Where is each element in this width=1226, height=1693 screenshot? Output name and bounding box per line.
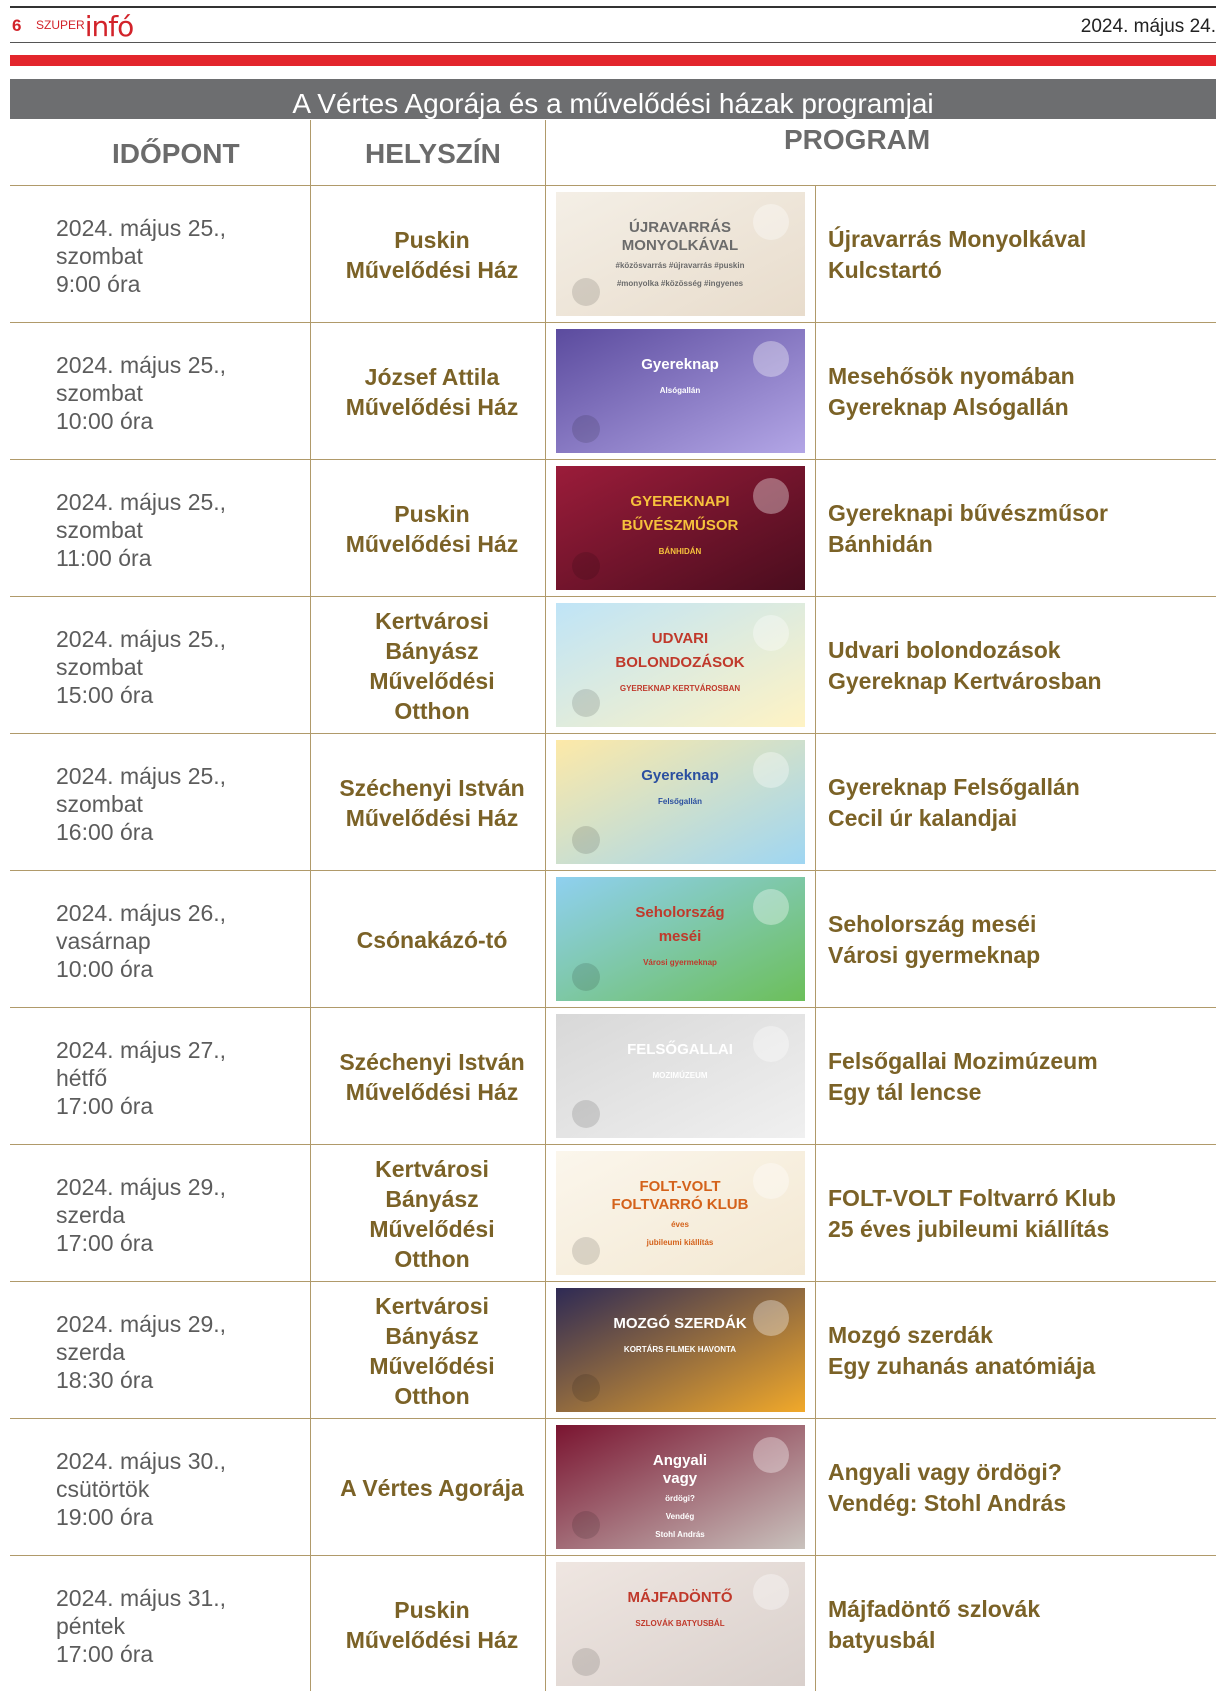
- event-program: [828, 734, 1080, 871]
- venue-line: József Attila: [364, 363, 500, 390]
- event-time: [56, 1447, 226, 1531]
- poster-text: Városi gyermeknap: [643, 958, 717, 967]
- castle-poster-image: [556, 877, 805, 1001]
- event-program: [828, 871, 1040, 1008]
- event-day: szombat: [56, 243, 143, 269]
- event-program: [828, 1556, 1040, 1693]
- venue-line: Művelődési Ház: [345, 530, 519, 557]
- program-line: Egy zuhanás anatómiája: [828, 1352, 1096, 1379]
- film-strip-image: [556, 1014, 805, 1138]
- event-program: [828, 186, 1086, 323]
- issue-date: 2024. május 24.: [1080, 16, 1216, 37]
- poster-graphic: [556, 466, 805, 590]
- event-time: [56, 1310, 226, 1394]
- event-date: 2024. május 25.,: [56, 215, 227, 241]
- poster-text: #monyolka #közösség #ingyenes: [616, 279, 744, 288]
- event-time: [56, 1173, 226, 1257]
- program-line: Májfadöntő szlovák: [828, 1595, 1041, 1622]
- poster-text: Gyereknap: [641, 356, 719, 373]
- event-time: [56, 488, 226, 572]
- event-day: vasárnap: [56, 928, 151, 954]
- event-time: [56, 625, 226, 709]
- poster-graphic: [556, 329, 805, 453]
- banner-title: A Vértes Agorája és a művelődési házak programjai: [10, 79, 1216, 119]
- poster-text: Alsógallán: [659, 386, 701, 395]
- event-day: szombat: [56, 791, 143, 817]
- event-time: [56, 1584, 226, 1668]
- event-hour: 10:00 óra: [56, 408, 154, 434]
- venue-line: Művelődési Ház: [345, 1626, 519, 1653]
- poster-text: FOLT-VOLT: [639, 1178, 721, 1195]
- talkshow-poster-image: [556, 1425, 805, 1549]
- venue-line: Széchenyi István: [339, 1048, 525, 1075]
- poster-decoration: [572, 963, 600, 991]
- event-day: szerda: [56, 1339, 126, 1365]
- poster-graphic: [556, 740, 805, 864]
- poster-decoration: [572, 415, 600, 443]
- poster-graphic: [556, 1014, 805, 1138]
- event-program: [828, 323, 1075, 460]
- event-time: [56, 1036, 226, 1120]
- venue-line: Bányász: [385, 1185, 479, 1212]
- venue-line: Művelődési: [369, 1215, 495, 1242]
- jester-poster-image: [556, 603, 805, 727]
- event-hour: 17:00 óra: [56, 1230, 154, 1256]
- poster-decoration: [572, 1648, 600, 1676]
- poster-text: FELSŐGALLAI: [627, 1041, 733, 1058]
- poster-text: Stohl András: [655, 1530, 705, 1539]
- table-row: [10, 323, 1216, 460]
- program-line: Cecil úr kalandjai: [828, 804, 1018, 831]
- venue-line: Otthon: [394, 1382, 470, 1409]
- venue-line: Bányász: [385, 637, 479, 664]
- program-line: Gyereknap Felsőgallán: [828, 773, 1080, 800]
- venue-line: Művelődési Ház: [345, 1078, 519, 1105]
- event-day: szombat: [56, 380, 143, 406]
- venue-line: Puskin: [394, 500, 470, 527]
- table-row: [10, 1145, 1216, 1282]
- patchwork-poster-image: [556, 1151, 805, 1275]
- poster-text: Seholország: [635, 904, 725, 921]
- poster-text: UDVARI: [651, 630, 709, 647]
- event-date: 2024. május 31.,: [56, 1585, 227, 1611]
- event-date: 2024. május 29.,: [56, 1311, 227, 1337]
- program-line: 25 éves jubileumi kiállítás: [828, 1215, 1110, 1242]
- program-line: FOLT-VOLT Foltvarró Klub: [828, 1184, 1116, 1211]
- table-row: [10, 1008, 1216, 1145]
- event-program: [828, 1008, 1098, 1145]
- table-row: [10, 734, 1216, 871]
- poster-text: éves: [671, 1220, 689, 1229]
- magic-hat-poster-image: [556, 466, 805, 590]
- program-line: Gyereknap Alsógallán: [828, 393, 1069, 420]
- event-venue: [310, 323, 554, 460]
- poster-text: MOZIMÚZEUM: [652, 1071, 708, 1080]
- event-day: szerda: [56, 1202, 126, 1228]
- poster-text: Vendég: [665, 1512, 695, 1521]
- venue-line: Otthon: [394, 697, 470, 724]
- sewing-poster-image: [556, 192, 805, 316]
- column-header-place: HELYSZÍN: [365, 138, 501, 169]
- event-venue: [310, 1556, 554, 1693]
- poster-text: Felsőgallán: [657, 797, 703, 806]
- table-row: [10, 1282, 1216, 1419]
- event-date: 2024. május 25.,: [56, 763, 227, 789]
- event-hour: 17:00 óra: [56, 1093, 154, 1119]
- poster-decoration: [572, 1100, 600, 1128]
- event-program: [828, 460, 1108, 597]
- venue-line: Puskin: [394, 1596, 470, 1623]
- event-hour: 17:00 óra: [56, 1641, 154, 1667]
- red-divider: [10, 55, 1216, 66]
- poster-decoration: [572, 552, 600, 580]
- event-program: [828, 1419, 1066, 1556]
- event-hour: 10:00 óra: [56, 956, 154, 982]
- event-time: [56, 351, 226, 435]
- poster-graphic: [556, 1151, 805, 1275]
- poster-decoration: [753, 204, 789, 240]
- event-venue: [310, 871, 554, 1008]
- poster-decoration: [572, 1511, 600, 1539]
- poster-decoration: [753, 1300, 789, 1336]
- poster-text: meséi: [658, 928, 702, 945]
- table-row: [10, 597, 1216, 734]
- poster-graphic: [556, 1562, 805, 1686]
- picnic-basket-poster-image: [556, 1562, 805, 1686]
- event-venue: [310, 1145, 554, 1282]
- venue-line: Művelődési Ház: [345, 804, 519, 831]
- table-row: [10, 1556, 1216, 1693]
- event-venue: [310, 186, 554, 323]
- program-line: batyusbál: [828, 1626, 936, 1653]
- event-time: [56, 214, 226, 298]
- page-header: [10, 6, 1216, 43]
- poster-decoration: [753, 478, 789, 514]
- event-time: [56, 762, 226, 846]
- poster-text: ördögi?: [665, 1494, 695, 1503]
- table-row: [10, 871, 1216, 1008]
- venue-line: Puskin: [394, 226, 470, 253]
- program-line: Újravarrás Monyolkával: [828, 225, 1087, 252]
- poster-decoration: [572, 1237, 600, 1265]
- event-venue: [310, 460, 554, 597]
- poster-text: GYEREKNAPI: [630, 493, 730, 510]
- poster-decoration: [753, 889, 789, 925]
- fairytale-poster-image: [556, 329, 805, 453]
- venue-line: Kertvárosi: [375, 1155, 489, 1182]
- event-day: péntek: [56, 1613, 126, 1639]
- venue-line: Kertvárosi: [375, 1292, 489, 1319]
- poster-decoration: [753, 341, 789, 377]
- program-line: Mesehősök nyomában: [828, 362, 1075, 389]
- venue-line: Művelődési: [369, 1352, 495, 1379]
- program-line: Városi gyermeknap: [828, 941, 1041, 968]
- poster-graphic: [556, 877, 805, 1001]
- poster-decoration: [753, 615, 789, 651]
- table-row: [10, 460, 1216, 597]
- poster-text: BÁNHIDÁN: [658, 547, 702, 556]
- event-program: [828, 597, 1102, 734]
- poster-decoration: [572, 689, 600, 717]
- event-program: [828, 1145, 1116, 1282]
- film-reel-poster-image: [556, 1288, 805, 1412]
- poster-decoration: [572, 826, 600, 854]
- poster-text: GYEREKNAP KERTVÁROSBAN: [619, 684, 741, 693]
- event-date: 2024. május 25.,: [56, 352, 227, 378]
- poster-graphic: [556, 1425, 805, 1549]
- program-line: Kulcstartó: [828, 256, 942, 283]
- poster-graphic: [556, 192, 805, 316]
- poster-text: BŰVÉSZMŰSOR: [621, 517, 739, 534]
- event-hour: 11:00 óra: [56, 545, 152, 571]
- event-day: szombat: [56, 517, 143, 543]
- program-line: Udvari bolondozások: [828, 636, 1061, 663]
- event-day: hétfő: [56, 1065, 108, 1091]
- venue-line: Csónakázó-tó: [356, 926, 508, 953]
- event-date: 2024. május 26.,: [56, 900, 227, 926]
- poster-text: KORTÁRS FILMEK HAVONTA: [623, 1345, 737, 1354]
- program-line: Gyereknap Kertvárosban: [828, 667, 1102, 694]
- event-date: 2024. május 25.,: [56, 489, 227, 515]
- event-hour: 18:30 óra: [56, 1367, 154, 1393]
- program-line: Mozgó szerdák: [828, 1321, 993, 1348]
- event-venue: [310, 1008, 554, 1145]
- program-line: Angyali vagy ördögi?: [828, 1458, 1062, 1485]
- program-line: Bánhidán: [828, 530, 933, 557]
- poster-text: #közösvarrás #újravarrás #puskin: [615, 261, 745, 270]
- event-date: 2024. május 30.,: [56, 1448, 227, 1474]
- poster-decoration: [572, 1374, 600, 1402]
- venue-line: Művelődési Ház: [345, 256, 519, 283]
- event-day: szombat: [56, 654, 143, 680]
- poster-text: Gyereknap: [641, 767, 719, 784]
- poster-text: vagy: [662, 1470, 698, 1487]
- column-header-time: IDŐPONT: [112, 138, 240, 169]
- table-row: [10, 186, 1216, 323]
- program-line: Seholország meséi: [828, 910, 1037, 937]
- event-venue: [310, 1419, 554, 1556]
- poster-text: FOLTVARRÓ KLUB: [611, 1196, 749, 1213]
- event-venue: [310, 597, 554, 734]
- poster-text: MOZGÓ SZERDÁK: [613, 1315, 747, 1332]
- poster-text: BOLONDOZÁSOK: [615, 654, 745, 671]
- event-time: [56, 899, 226, 983]
- poster-text: MÁJFADÖNTŐ: [627, 1589, 733, 1606]
- program-line: Egy tál lencse: [828, 1078, 982, 1105]
- poster-graphic: [556, 603, 805, 727]
- poster-decoration: [572, 278, 600, 306]
- event-hour: 15:00 óra: [56, 682, 154, 708]
- poster-decoration: [753, 1163, 789, 1199]
- program-line: Vendég: Stohl András: [828, 1489, 1067, 1516]
- poster-text: ÚJRAVARRÁS: [629, 219, 731, 236]
- venue-line: Művelődési: [369, 667, 495, 694]
- poster-text: Angyali: [652, 1452, 708, 1469]
- szuperinfo-logo: $^{SZUPER}$infó: [36, 10, 134, 43]
- program-line: Gyereknapi bűvészműsor: [828, 499, 1108, 526]
- venue-line: Széchenyi István: [339, 774, 525, 801]
- venue-line: Otthon: [394, 1245, 470, 1272]
- poster-decoration: [753, 752, 789, 788]
- poster-graphic: [556, 1288, 805, 1412]
- poster-text: jubileumi kiállítás: [646, 1238, 714, 1247]
- children-poster-image: [556, 740, 805, 864]
- venue-line: Kertvárosi: [375, 607, 489, 634]
- event-venue: [310, 734, 554, 871]
- column-header-program: PROGRAM: [784, 124, 931, 155]
- venue-line: A Vértes Agorája: [340, 1474, 524, 1501]
- event-hour: 16:00 óra: [56, 819, 154, 845]
- poster-text: SZLOVÁK BATYUSBÁL: [635, 1619, 725, 1628]
- poster-decoration: [753, 1437, 789, 1473]
- table-row: [10, 1419, 1216, 1556]
- event-date: 2024. május 25.,: [56, 626, 227, 652]
- event-date: 2024. május 29.,: [56, 1174, 227, 1200]
- event-hour: 9:00 óra: [56, 271, 141, 297]
- page-number: 6: [12, 16, 22, 35]
- event-venue: [310, 1282, 554, 1419]
- event-program: [828, 1282, 1095, 1419]
- poster-decoration: [753, 1574, 789, 1610]
- poster-text: MONYOLKÁVAL: [621, 237, 739, 254]
- venue-line: Művelődési Ház: [345, 393, 519, 420]
- event-day: csütörtök: [56, 1476, 150, 1502]
- venue-line: Bányász: [385, 1322, 479, 1349]
- event-date: 2024. május 27.,: [56, 1037, 227, 1063]
- poster-decoration: [753, 1026, 789, 1062]
- event-hour: 19:00 óra: [56, 1504, 154, 1530]
- program-line: Felsőgallai Mozimúzeum: [828, 1047, 1098, 1074]
